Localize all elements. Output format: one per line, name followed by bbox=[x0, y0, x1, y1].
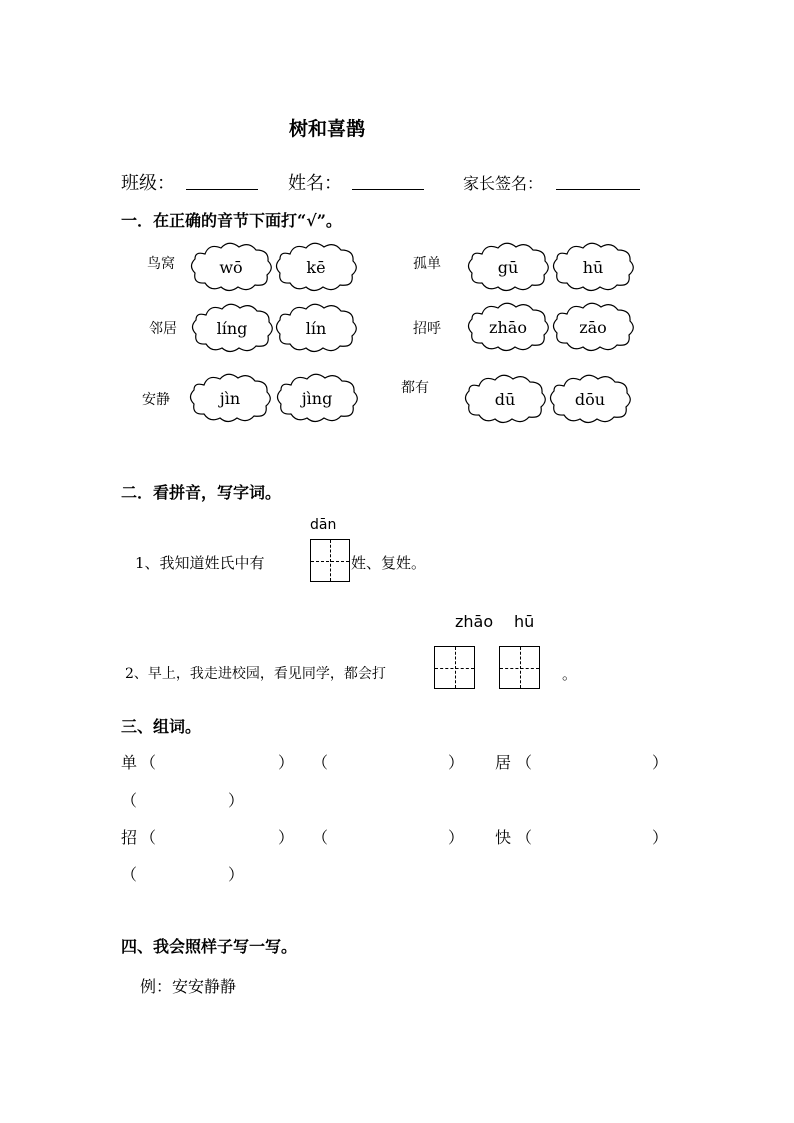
pinyin-hint: zhāo bbox=[455, 612, 494, 631]
parent-signature-label: 家长签名： bbox=[463, 174, 544, 193]
pinyin-cloud[interactable] bbox=[551, 240, 635, 294]
question-2-after: 。 bbox=[562, 665, 578, 683]
pinyin-option: kē bbox=[306, 257, 326, 277]
pinyin-cloud[interactable] bbox=[466, 300, 550, 354]
class-label: 班级： bbox=[121, 173, 175, 194]
open-paren: （ bbox=[121, 865, 138, 884]
example-text: 例：安安静静 bbox=[140, 977, 237, 996]
word-group-row bbox=[121, 750, 137, 773]
section1-heading: 一．在正确的音节下面打“√”。 bbox=[121, 211, 342, 230]
open-paren: （ bbox=[516, 753, 533, 772]
pinyin-cloud[interactable] bbox=[551, 300, 635, 354]
word-label: 孤单 bbox=[413, 256, 441, 272]
pinyin-cloud[interactable] bbox=[466, 240, 550, 294]
pinyin-option: jìn bbox=[219, 388, 241, 408]
pinyin-cloud[interactable] bbox=[274, 301, 358, 355]
tianzige-box[interactable] bbox=[434, 646, 475, 689]
question-1-before: 1、我知道姓氏中有 bbox=[135, 554, 265, 572]
close-paren: ） bbox=[448, 828, 465, 847]
tianzige-box[interactable] bbox=[499, 646, 540, 689]
pinyin-option: wō bbox=[219, 257, 243, 277]
group-char: 招 bbox=[121, 828, 138, 847]
pinyin-cloud[interactable] bbox=[275, 371, 359, 425]
word-label: 鸟窝 bbox=[147, 256, 175, 272]
open-paren: （ bbox=[121, 791, 138, 810]
section2-heading: 二．看拼音，写字词。 bbox=[121, 483, 282, 502]
word-label: 都有 bbox=[401, 380, 429, 396]
pinyin-hint: hū bbox=[514, 612, 535, 631]
word-label: 招呼 bbox=[413, 321, 441, 337]
pinyin-option: gū bbox=[497, 257, 519, 277]
pinyin-cloud[interactable] bbox=[463, 372, 547, 426]
pinyin-cloud[interactable] bbox=[274, 240, 358, 294]
question-2-before: 2、早上，我走进校园，看见同学，都会打 bbox=[125, 666, 386, 682]
name-label: 姓名： bbox=[288, 173, 342, 194]
close-paren: ） bbox=[448, 753, 465, 772]
pinyin-cloud[interactable] bbox=[548, 372, 632, 426]
pinyin-option: dū bbox=[494, 389, 516, 409]
pinyin-option: dōu bbox=[574, 389, 606, 409]
tianzige-box[interactable] bbox=[310, 539, 350, 582]
open-paren: （ bbox=[312, 753, 329, 772]
class-blank[interactable] bbox=[186, 188, 258, 190]
open-paren: （ bbox=[516, 828, 533, 847]
name-blank[interactable] bbox=[352, 188, 424, 190]
pinyin-option: zāo bbox=[579, 317, 607, 337]
open-paren: （ bbox=[140, 828, 157, 847]
pinyin-cloud[interactable] bbox=[188, 371, 272, 425]
pinyin-option: jìng bbox=[301, 388, 333, 408]
pinyin-hint: dān bbox=[310, 517, 337, 533]
close-paren: ） bbox=[278, 828, 295, 847]
close-paren: ） bbox=[228, 865, 245, 884]
pinyin-option: líng bbox=[216, 318, 248, 338]
group-char: 单 bbox=[121, 753, 138, 772]
pinyin-option: hū bbox=[582, 257, 604, 277]
close-paren: ） bbox=[652, 753, 669, 772]
pinyin-cloud[interactable] bbox=[190, 301, 274, 355]
pinyin-cloud[interactable] bbox=[189, 240, 273, 294]
pinyin-option: zhāo bbox=[489, 317, 527, 337]
pinyin-option: lín bbox=[305, 318, 327, 338]
question-1-after: 姓、复姓。 bbox=[351, 554, 427, 572]
section3-heading: 三、组词。 bbox=[121, 717, 202, 736]
group-char: 居 bbox=[495, 753, 512, 772]
open-paren: （ bbox=[312, 828, 329, 847]
open-paren: （ bbox=[140, 753, 157, 772]
close-paren: ） bbox=[652, 828, 669, 847]
word-label: 安静 bbox=[142, 392, 170, 408]
group-char: 快 bbox=[495, 828, 512, 847]
word-label: 邻居 bbox=[149, 321, 177, 337]
page-title: 树和喜鹊 bbox=[289, 118, 366, 140]
parent-signature-blank[interactable] bbox=[556, 188, 640, 190]
close-paren: ） bbox=[228, 791, 245, 810]
section4-heading: 四、我会照样子写一写。 bbox=[121, 937, 298, 956]
close-paren: ） bbox=[278, 753, 295, 772]
